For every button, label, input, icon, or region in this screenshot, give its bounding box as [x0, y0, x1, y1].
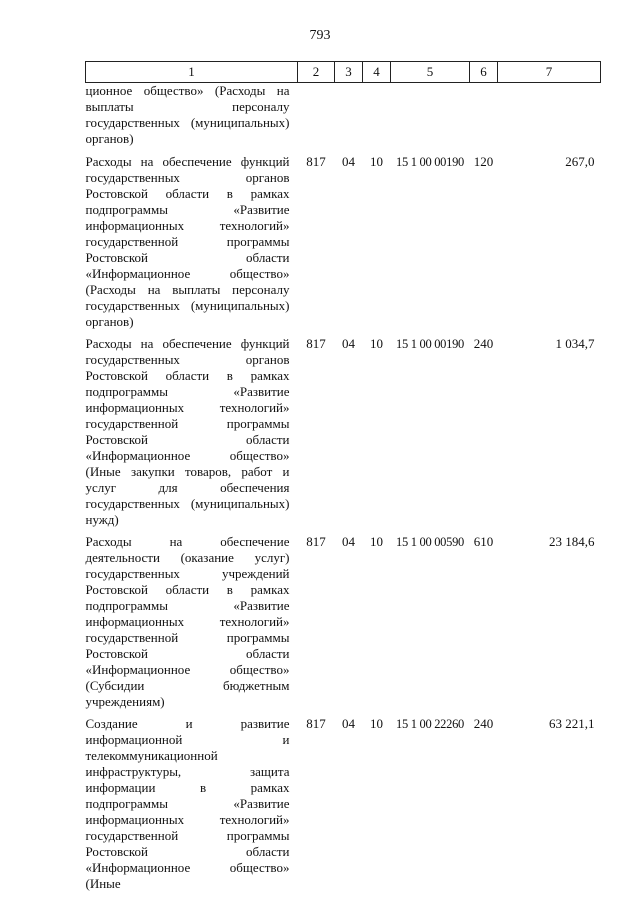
table-row [86, 534, 601, 716]
table-row [86, 154, 601, 336]
cell-amount [498, 83, 601, 155]
header-row [86, 62, 601, 83]
row-description: Расходы на обеспечение функций государственных органов Ростовской области в рамках подпрограммы «Развитие информационных технологий» государственной программы Ростовской области «Информационное общество» (Иные закупки товаров, работ и услуг для обеспечения государственных (муниципальных) нужд) [85, 336, 290, 527]
cell-subsection: 10 [370, 716, 383, 731]
cell-expense-type: 240 [473, 716, 494, 731]
cell-expense-type: 240 [473, 336, 494, 351]
cell-ministry [298, 83, 335, 155]
page-number: 793 [309, 28, 331, 43]
col-header-7: 7 [498, 62, 601, 83]
cell-section: 04 [342, 534, 355, 549]
cell-amount: 23 184,6 [549, 534, 595, 549]
budget-table [85, 61, 601, 898]
cell-target-article: 15 1 00 00590 [396, 535, 464, 549]
table-row [86, 716, 601, 898]
cell-section [335, 83, 363, 155]
cell-amount: 267,0 [565, 154, 595, 169]
cell-ministry: 817 [306, 336, 326, 351]
cell-section: 04 [342, 154, 355, 169]
cell-expense-type: 610 [473, 534, 494, 549]
cell-subsection [363, 83, 391, 155]
cell-section: 04 [342, 336, 355, 351]
col-header-4: 4 [363, 62, 391, 83]
table-row [86, 83, 601, 155]
cell-amount: 63 221,1 [549, 716, 595, 731]
cell-ministry: 817 [306, 154, 326, 169]
col-header-1: 1 [86, 62, 298, 83]
cell-section: 04 [342, 716, 355, 731]
cell-amount: 1 034,7 [555, 336, 595, 351]
cell-subsection: 10 [370, 336, 383, 351]
col-header-5: 5 [391, 62, 470, 83]
row-description: Расходы на обеспечение деятельности (оказание услуг) государственных учреждений Ростовской области в рамках подпрограммы «Развитие информационных технологий» государственной программы Ростовской области «Информационное общество» (Субсидии бюджетным учреждениям) [85, 534, 290, 709]
table-row [86, 336, 601, 534]
row-description: Расходы на обеспечение функций государственных органов Ростовской области в рамках подпрограммы «Развитие информационных технологий» государственной программы Ростовской области «Информационное общество» (Расходы на выплаты персоналу государственных (муниципальных) органов) [85, 154, 290, 329]
col-header-6: 6 [470, 62, 498, 83]
cell-expense-type [470, 83, 498, 155]
cell-target-article: 15 1 00 00190 [396, 337, 464, 351]
cell-ministry: 817 [306, 534, 326, 549]
row-description: ционное общество» (Расходы на выплаты персоналу государственных (муниципальных) органов) [85, 83, 290, 146]
cell-subsection: 10 [370, 534, 383, 549]
col-header-2: 2 [298, 62, 335, 83]
cell-ministry: 817 [306, 716, 326, 731]
cell-target-article: 15 1 00 22260 [396, 717, 464, 731]
cell-target-article [391, 83, 470, 155]
cell-subsection: 10 [370, 154, 383, 169]
row-description: Создание и развитие информационной и телекоммуникационной инфраструктуры, защита информации в рамках подпрограммы «Развитие информационных технологий» государственной программы Ростовской области «Информационное общество» (Иные [85, 716, 290, 891]
col-header-3: 3 [335, 62, 363, 83]
cell-target-article: 15 1 00 00190 [396, 155, 464, 169]
cell-expense-type: 120 [473, 154, 494, 169]
